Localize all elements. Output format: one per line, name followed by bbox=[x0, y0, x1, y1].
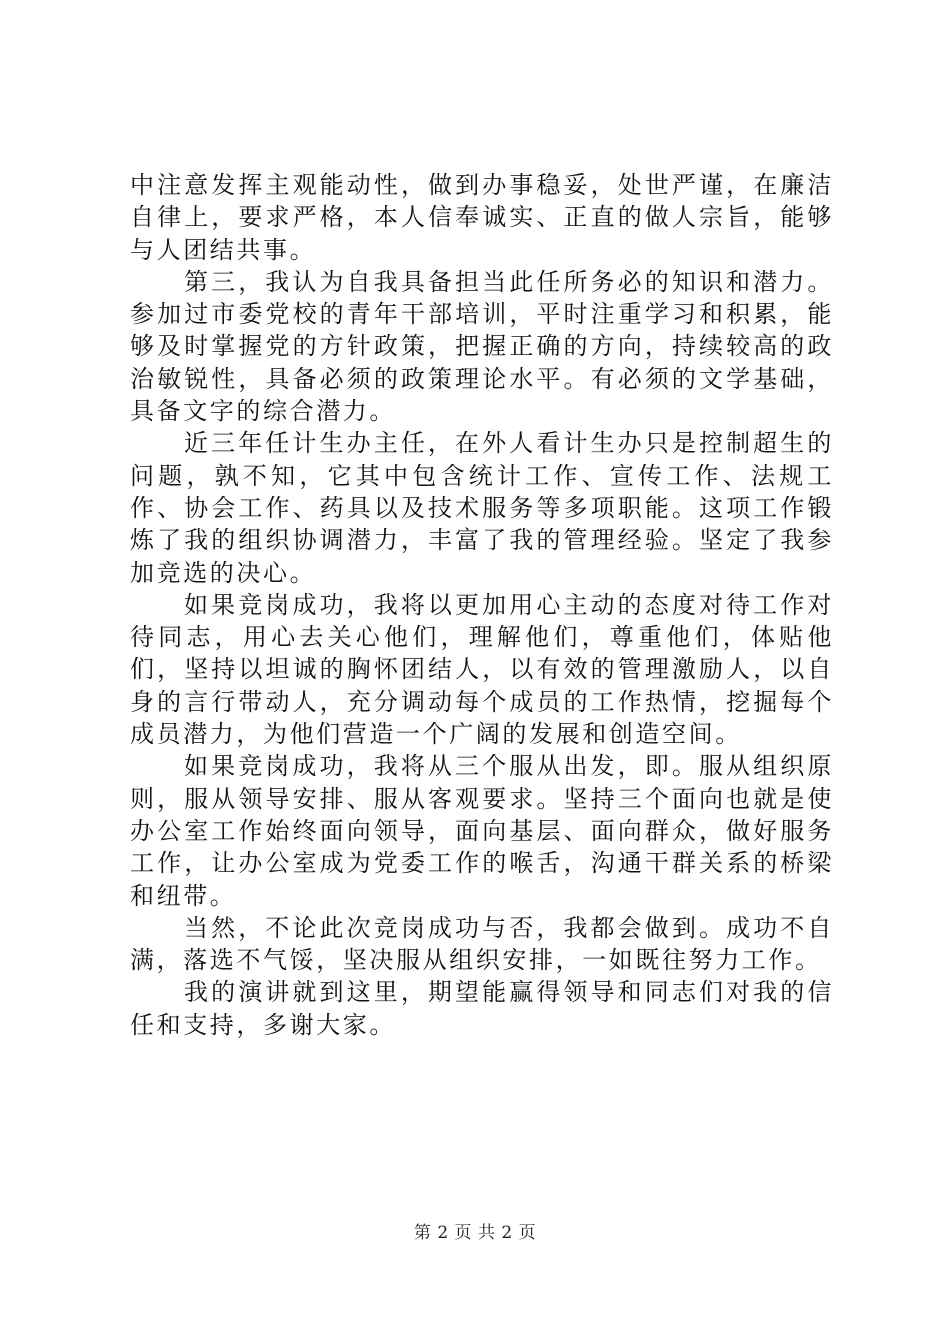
paragraph-principles: 如果竞岗成功，我将从三个服从出发，即。服从组织原则，服从领导安排、服从客观要求。坚持三个面向也就是使办公室工作始终面向领导，面向基层、面向群众，做好服务工作，让办公室成为党委工作的喉舌，沟通干群关系的桥梁和纽带。 bbox=[130, 752, 834, 910]
paragraph-experience: 近三年任计生办主任，在外人看计生办只是控制超生的问题，孰不知，它其中包含统计工作、宣传工作、法规工作、协会工作、药具以及技术服务等多项职能。这项工作锻炼了我的组织协调潜力，丰富了我的管理经验。坚定了我参加竞选的决心。 bbox=[130, 429, 834, 587]
page-number-footer: 第 2 页 共 2 页 bbox=[413, 1223, 537, 1243]
paragraph-closing: 我的演讲就到这里，期望能赢得领导和同志们对我的信任和支持，多谢大家。 bbox=[130, 978, 834, 1039]
paragraph-attitude: 如果竞岗成功，我将以更加用心主动的态度对待工作对待同志，用心去关心他们，理解他们，尊重他们，体贴他们，坚持以坦诚的胸怀团结人，以有效的管理激励人，以自身的言行带动人，充分调动每个成员的工作热情，挖掘每个成员潜力，为他们营造一个广阔的发展和创造空间。 bbox=[130, 590, 834, 749]
paragraph-knowledge: 第三，我认为自我具备担当此任所务必的知识和潜力。参加过市委党校的青年干部培训，平时注重学习和积累，能够及时掌握党的方针政策，把握正确的方向，持续较高的政治敏锐性，具备必须的政策理论水平。有必须的文学基础，具备文字的综合潜力。 bbox=[130, 267, 834, 426]
paragraph-commitment: 当然，不论此次竞岗成功与否，我都会做到。成功不自满，落选不气馁，坚决服从组织安排，一如既往努力工作。 bbox=[130, 913, 834, 975]
document-body bbox=[130, 169, 834, 1041]
paragraph-continued: 中注意发挥主观能动性，做到办事稳妥，处世严谨，在廉洁自律上，要求严格，本人信奉诚实、正直的做人宗旨，能够与人团结共事。 bbox=[130, 171, 834, 264]
